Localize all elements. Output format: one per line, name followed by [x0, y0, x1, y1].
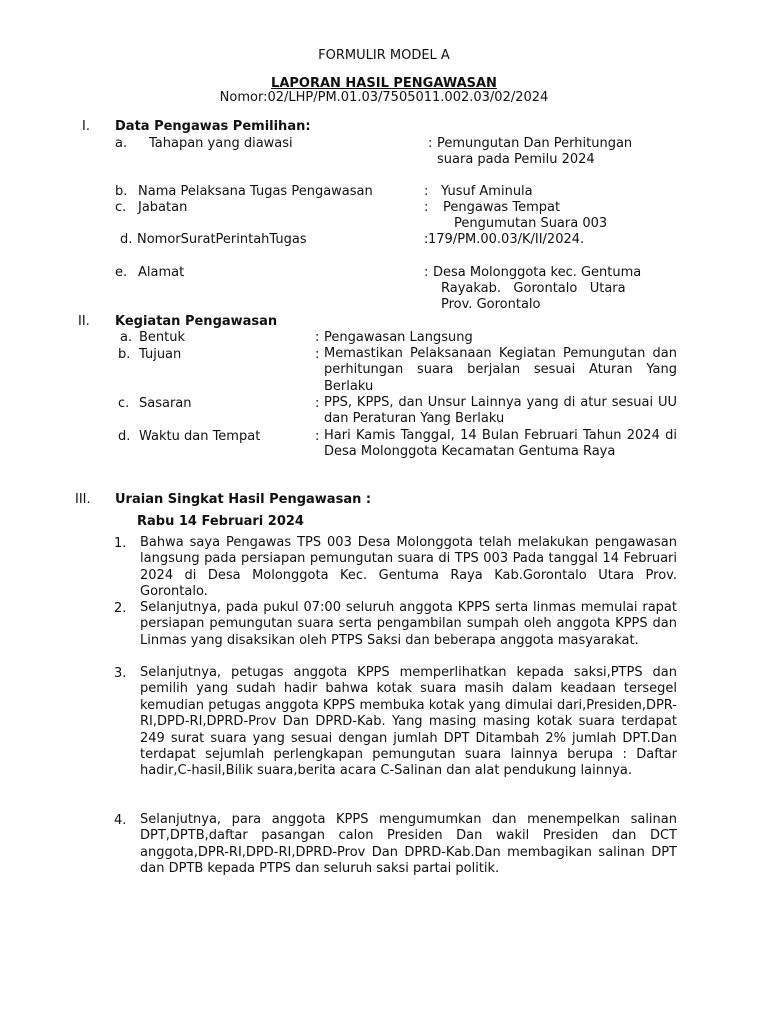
- item-b-letter: b.: [115, 184, 128, 199]
- section-2-numeral: II.: [78, 314, 90, 329]
- item-d-letter: d.: [120, 232, 133, 247]
- activity-c-letter: c.: [118, 396, 130, 411]
- item-a-letter: a.: [115, 136, 128, 151]
- section-2-title: Kegiatan Pengawasan: [115, 314, 278, 329]
- item-c-letter: c.: [115, 200, 127, 215]
- item-c-value: Pengawas Tempat: [443, 200, 561, 215]
- item-b-label: Nama Pelaksana Tugas Pengawasan: [138, 184, 373, 199]
- finding-2-number: 2.: [114, 601, 127, 616]
- activity-a-label: Bentuk: [139, 330, 186, 345]
- finding-1-number: 1.: [114, 536, 127, 551]
- item-e-label: Alamat: [138, 265, 185, 280]
- report-title: LAPORAN HASIL PENGAWASAN: [271, 76, 497, 91]
- report-date: Rabu 14 Februari 2024: [137, 514, 304, 529]
- activity-d-label: Waktu dan Tempat: [139, 429, 261, 444]
- item-c-value-cont: Pengumutan Suara 003: [454, 216, 608, 231]
- item-e-value-cont: Rayakab. Gorontalo Utara: [441, 281, 626, 296]
- activity-a-letter: a.: [120, 330, 133, 345]
- item-d-label: NomorSuratPerintahTugas: [137, 232, 307, 247]
- activity-c-separator: :: [315, 396, 320, 411]
- item-e-value: Desa Molonggota kec. Gentuma: [433, 265, 642, 280]
- finding-2-text: Selanjutnya, pada pukul 07:00 seluruh anggota KPPS serta linmas memulai rapat persiapan pemungutan suara serta pengambilan sumpah oleh anggota KPPS dan Linmas yang disaksikan oleh PTPS Saksi dan beberapa anggota masyarakat.: [140, 600, 677, 648]
- item-c-separator: :: [424, 200, 429, 215]
- section-3-numeral: III.: [75, 492, 91, 507]
- form-title: FORMULIR MODEL A: [318, 48, 450, 63]
- item-a-label: Tahapan yang diawasi: [149, 136, 293, 151]
- activity-d-separator: :: [315, 429, 320, 444]
- finding-3-text: Selanjutnya, petugas anggota KPPS memperlihatkan kepada saksi,PTPS dan pemilih yang sudah hadir bahwa kotak suara masih dalam keadaan tersegel kemudian petugas anggota KPPS membuka kotak yang dimulai dari,Presiden,DPR-RI,DPD-RI,DPRD-Prov Dan DPRD-Kab. Yang masing masing kotak suara terdapat 249 surat suara yang sesuai dengan jumlah DPT Ditambah 2% jumlah DPT.Dan terdapat sejumlah perlengkapan pemungutan suara lainnya berupa : Daftar hadir,C-hasil,Bilik suara,berita acara C-Salinan dan alat pendukung lainnya.: [140, 665, 677, 779]
- item-c-label: Jabatan: [138, 200, 188, 215]
- report-number: Nomor:02/LHP/PM.01.03/7505011.002.03/02/2024: [219, 90, 549, 105]
- activity-d-letter: d.: [118, 429, 131, 444]
- activity-c-value: PPS, KPPS, dan Unsur Lainnya yang di atur sesuai UU dan Peraturan Yang Berlaku: [324, 395, 677, 427]
- item-b-value: Yusuf Aminula: [441, 184, 533, 199]
- activity-c-label: Sasaran: [139, 396, 192, 411]
- finding-1-text: Bahwa saya Pengawas TPS 003 Desa Molonggota telah melakukan pengawasan langsung pada persiapan pemungutan suara di TPS 003 Pada tanggal 14 Februari 2024 di Desa Molonggota Kec. Gentuma Raya Kab.Gorontalo Utara Prov. Gorontalo.: [140, 535, 677, 600]
- item-a-value: Pemungutan Dan Perhitungan: [437, 136, 633, 151]
- section-1-numeral: I.: [82, 119, 90, 134]
- item-a-value-cont: suara pada Pemilu 2024: [437, 152, 595, 167]
- item-e-separator: :: [424, 265, 429, 280]
- item-d-separator: :: [424, 232, 429, 247]
- activity-a-value: Pengawasan Langsung: [324, 330, 473, 345]
- activity-d-value: Hari Kamis Tanggal, 14 Bulan Februari Tahun 2024 di Desa Molonggota Kecamatan Gentuma Raya: [324, 428, 677, 460]
- section-1-title: Data Pengawas Pemilihan:: [115, 119, 311, 134]
- item-e-value-cont2: Prov. Gorontalo: [441, 297, 541, 312]
- finding-3-number: 3.: [114, 666, 127, 681]
- item-d-value: 179/PM.00.03/K/II/2024.: [428, 232, 585, 247]
- activity-a-separator: :: [315, 330, 320, 345]
- activity-b-label: Tujuan: [139, 347, 182, 362]
- activity-b-letter: b.: [118, 347, 131, 362]
- section-3-title: Uraian Singkat Hasil Pengawasan :: [115, 492, 372, 507]
- activity-b-separator: :: [315, 347, 320, 362]
- item-b-separator: :: [424, 184, 429, 199]
- item-e-letter: e.: [115, 265, 128, 280]
- finding-4-text: Selanjutnya, para anggota KPPS mengumumkan dan menempelkan salinan DPT,DPTB,daftar pasangan calon Presiden Dan wakil Presiden dan DCT anggota,DPR-RI,DPD-RI,DPRD-Prov Dan DPRD-Kab.Dan membagikan salinan DPT dan DPTB kepada PTPS dan seluruh saksi partai politik.: [140, 812, 677, 877]
- item-a-separator: :: [428, 136, 433, 151]
- finding-4-number: 4.: [114, 813, 127, 828]
- activity-b-value: Memastikan Pelaksanaan Kegiatan Pemungutan dan perhitungan suara berjalan sesuai Aturan Yang Berlaku: [324, 346, 677, 394]
